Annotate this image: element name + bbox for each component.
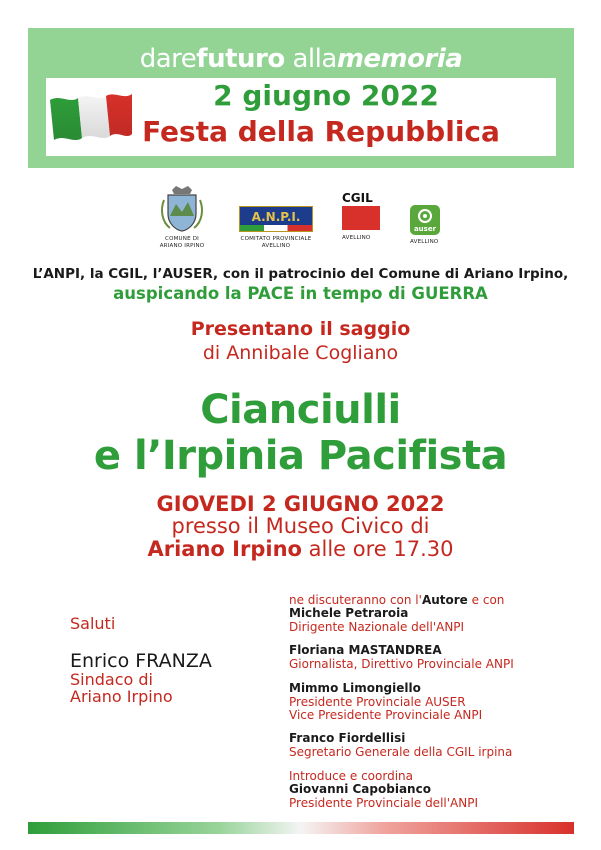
cgil-text: CGIL	[342, 191, 373, 205]
presentation-line-2: di Annibale Cogliano	[202, 342, 399, 364]
anpi-stripe	[240, 225, 312, 231]
tagline-alla: alla	[292, 44, 337, 74]
comune-logo	[152, 186, 212, 250]
event-title: Festa della Repubblica	[142, 115, 500, 148]
intro-line-2: auspicando la PACE in tempo di GUERRA	[113, 284, 488, 303]
auser-badge	[410, 205, 440, 235]
cgil-caption: AVELLINO	[342, 235, 371, 241]
speaker-1-role: Dirigente Nazionale dell'ANPI	[289, 620, 465, 634]
coat-of-arms-icon	[152, 186, 212, 232]
venue-line-1: presso il Museo Civico di	[171, 514, 430, 538]
speakers-intro-c: e con	[467, 593, 505, 607]
speaker-1-name: Michele Petraroia	[289, 606, 409, 620]
intro-line-1: L’ANPI, la CGIL, l’AUSER, con il patrocinio del Comune di Ariano Irpino,	[32, 266, 569, 282]
coordinator-role: Presidente Provinciale dell'ANPI	[289, 796, 478, 810]
speaker-2-role: Giornalista, Direttivo Provinciale ANPI	[289, 657, 514, 671]
mayor-role-2: Ariano Irpino	[70, 687, 173, 706]
saluti-label: Saluti	[70, 614, 116, 633]
anpi-logo	[236, 206, 316, 250]
coordinator-name: Giovanni Capobianco	[289, 782, 431, 796]
cgil-red-square	[342, 206, 380, 230]
tagline	[28, 44, 574, 74]
header-banner	[28, 28, 574, 168]
venue-city: Ariano Irpino	[147, 537, 302, 561]
auser-leaf-icon	[410, 207, 440, 225]
event-day: GIOVEDI 2 GIUGNO 2022	[156, 492, 445, 516]
mayor-name: Enrico FRANZA	[70, 650, 212, 672]
anpi-text: A.N.P.I.	[251, 210, 301, 224]
event-date: 2 giugno 2022	[213, 79, 439, 112]
tagline-futuro: futuro	[196, 44, 285, 74]
venue-time: alle ore 17.30	[301, 537, 454, 561]
speaker-4-role: Segretario Generale della CGIL irpina	[289, 745, 513, 759]
speakers-intro-a: ne discuteranno con l'	[289, 593, 422, 607]
auser-logo	[410, 205, 450, 246]
book-title-line-2: e l’Irpinia Pacifista	[93, 433, 508, 479]
presentation-line-1: Presentano il saggio	[190, 318, 411, 340]
venue-line-2	[0, 537, 601, 561]
auser-caption: AVELLINO	[410, 239, 439, 245]
anpi-badge	[239, 206, 313, 232]
coordinator-label: Introduce e coordina	[289, 769, 413, 783]
anpi-caption-1: COMITATO PROVINCIALE	[240, 236, 312, 242]
cgil-logo	[342, 192, 386, 242]
speaker-2-name: Floriana MASTANDREA	[289, 643, 442, 657]
speaker-3-role-2: Vice Presidente Provinciale ANPI	[289, 708, 483, 722]
tricolor-footer-bar	[28, 822, 574, 834]
speakers-intro	[289, 593, 504, 607]
speaker-3-name: Mimmo Limongiello	[289, 681, 421, 695]
anpi-caption-2: AVELLINO	[261, 243, 291, 249]
speaker-3-role-1: Presidente Provinciale AUSER	[289, 695, 466, 709]
mayor-role-1: Sindaco di	[70, 670, 153, 689]
tagline-memoria: memoria	[336, 44, 463, 74]
speakers-intro-author: Autore	[421, 593, 468, 607]
comune-caption-2: ARIANO IRPINO	[159, 243, 205, 249]
comune-caption-1: COMUNE DI	[165, 236, 199, 242]
tagline-dare: dare	[139, 44, 197, 74]
book-title-line-1: Cianciulli	[200, 387, 401, 433]
speaker-4-name: Franco Fiordellisi	[289, 731, 406, 745]
auser-text: auser	[413, 225, 437, 233]
